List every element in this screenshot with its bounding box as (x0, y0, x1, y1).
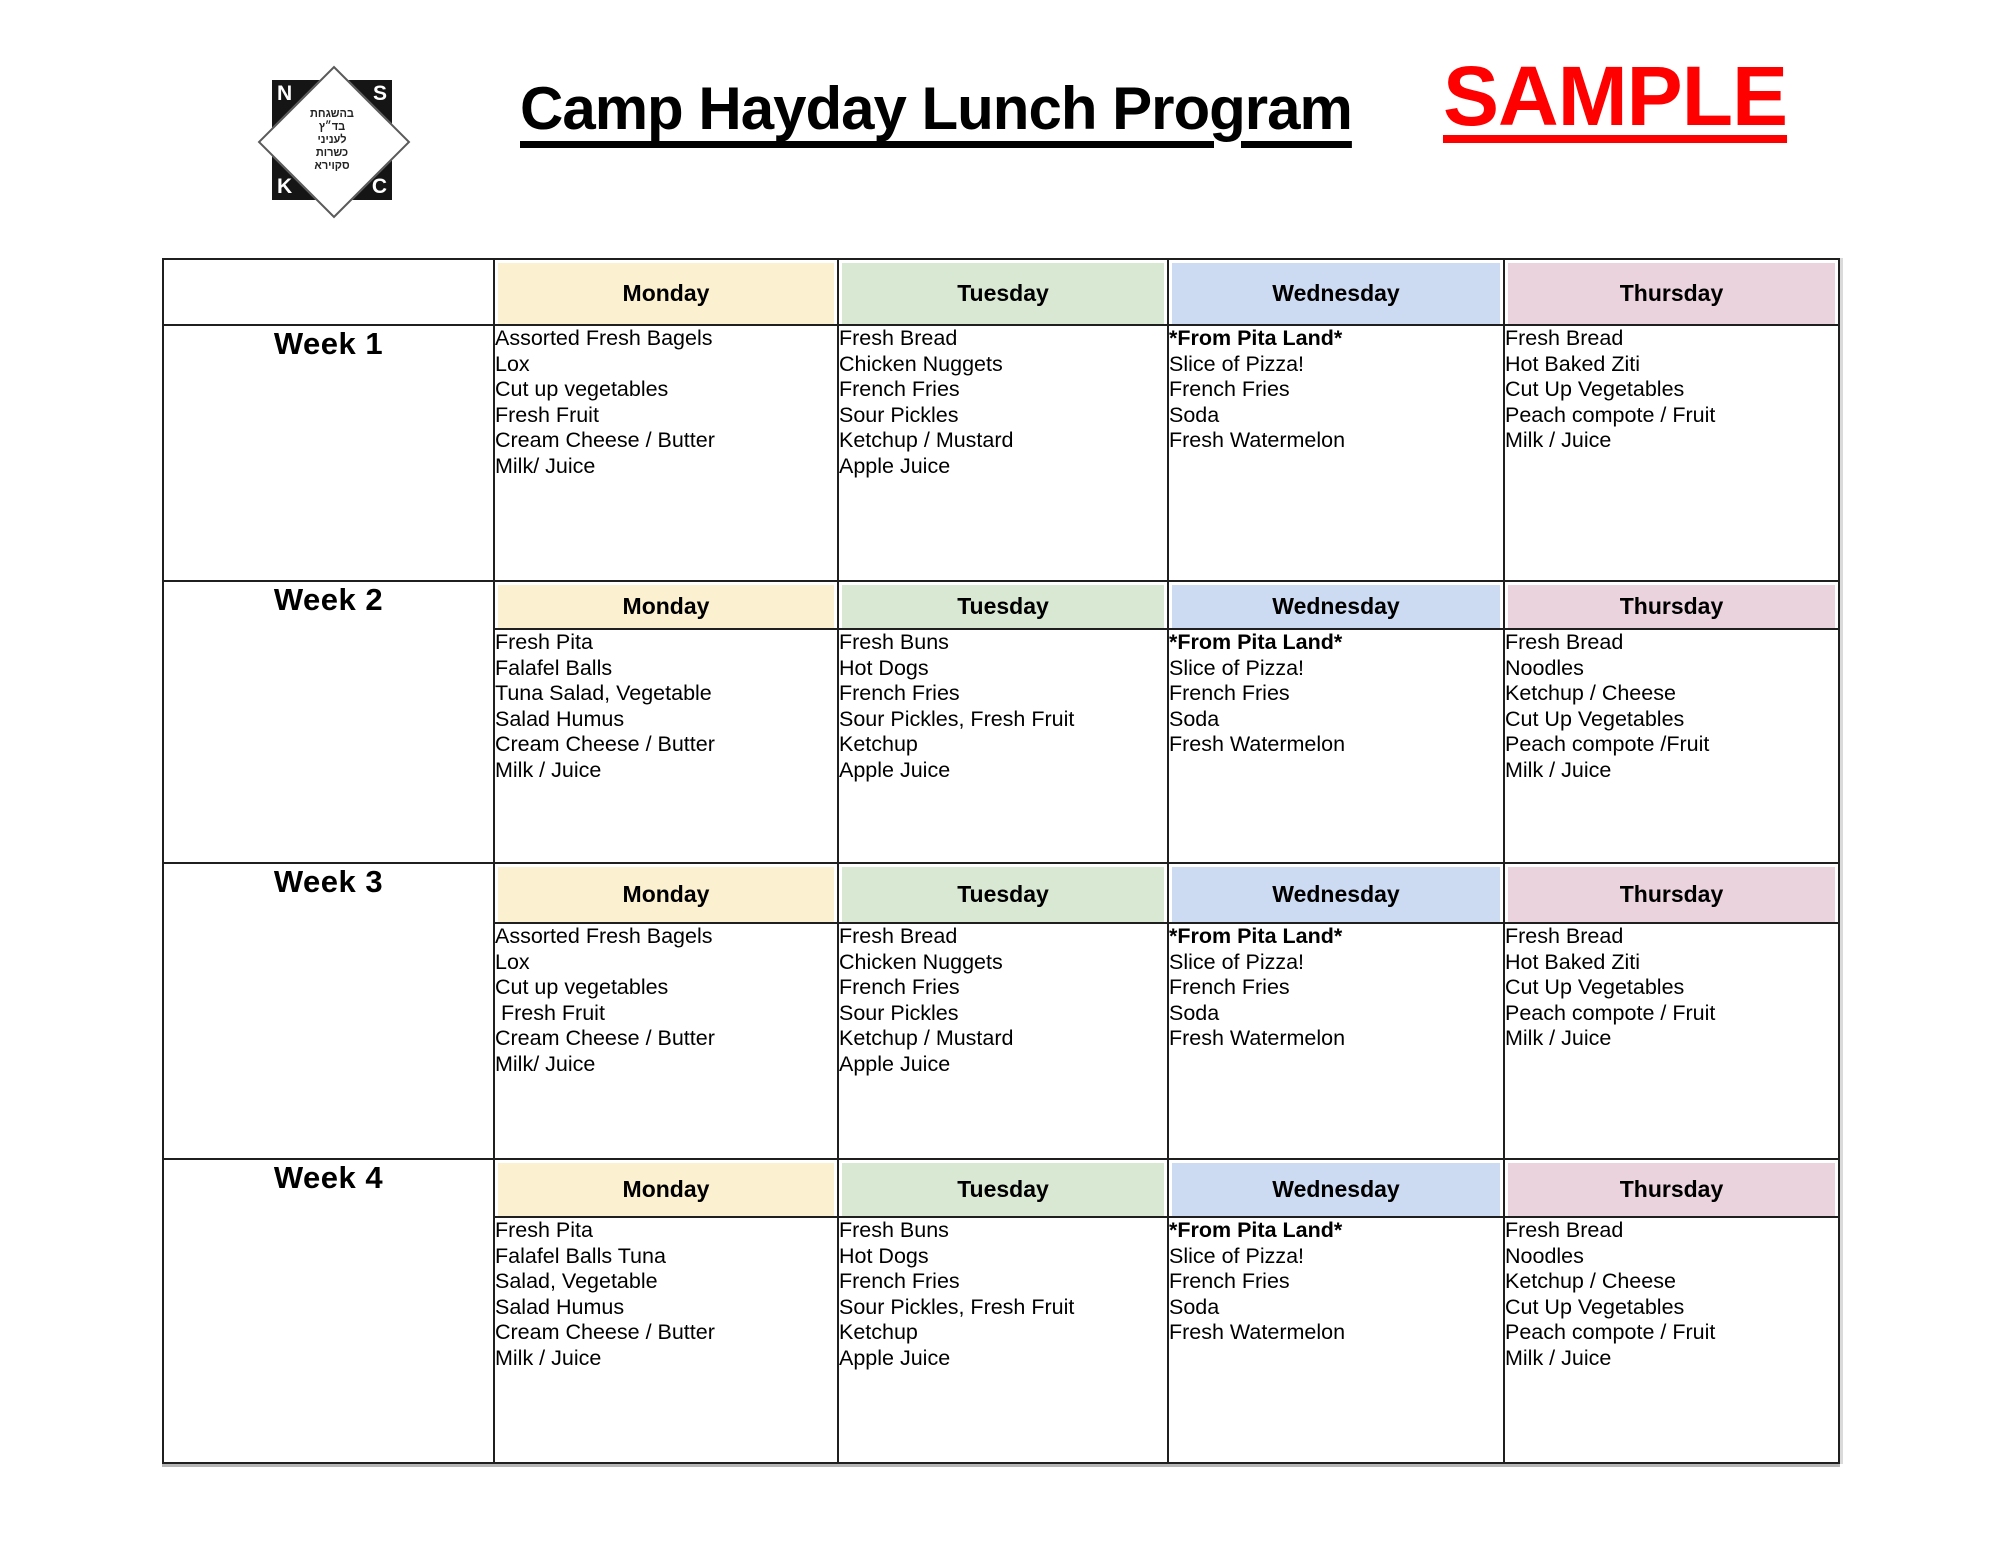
menu-item: Cut up vegetables (495, 377, 669, 402)
menu-item: Cream Cheese / Butter (495, 732, 715, 757)
day-header-label: Wednesday (1272, 881, 1400, 907)
menu-item: Ketchup (839, 1320, 918, 1345)
menu-item: Milk / Juice (1505, 428, 1612, 453)
menu-item: Soda (1169, 402, 1220, 427)
day-header-fill (842, 867, 1164, 922)
day-header-thursday (1504, 259, 1839, 325)
menu-item: Fresh Bread (1505, 924, 1624, 948)
menu-item: Soda (1169, 1294, 1220, 1319)
week-cell (163, 581, 494, 863)
day-header-row (163, 863, 1839, 923)
menu-cell-week2-thursday (1504, 629, 1839, 863)
day-header-label: Tuesday (957, 1176, 1049, 1202)
menu-cell-week3-wednesday (1168, 923, 1504, 1159)
menu-item: Peach compote /Fruit (1505, 732, 1710, 757)
day-header-fill (842, 585, 1164, 628)
day-header-label: Monday (622, 593, 710, 619)
menu-cell-week3-monday (494, 923, 838, 1159)
menu-cell-week3-tuesday (838, 923, 1168, 1159)
day-header-label: Monday (622, 1176, 710, 1202)
week-cell (163, 325, 494, 581)
logo-hebrew-line: כשרות (315, 146, 349, 159)
menu-item: *From Pita Land* (1169, 326, 1343, 350)
menu-item: French Fries (1169, 975, 1290, 1000)
menu-item: Fresh Pita (495, 630, 593, 654)
day-header-label: Thursday (1619, 1176, 1724, 1202)
day-header-thursday (1504, 863, 1839, 923)
menu-item: Sour Pickles (839, 1000, 959, 1025)
week-cell (163, 1159, 494, 1463)
day-header-fill (1172, 867, 1500, 922)
menu-cell-week1-monday (494, 325, 838, 581)
menu-item: Cream Cheese / Butter (495, 1026, 715, 1051)
menu-item: Apple Juice (839, 1345, 951, 1370)
menu-item: Ketchup (839, 732, 918, 757)
day-header-tuesday (838, 259, 1168, 325)
menu-item: Fresh Bread (839, 924, 958, 948)
day-header-fill (1508, 585, 1835, 628)
menu-item: Chicken Nuggets (839, 949, 1003, 974)
day-header-label: Tuesday (957, 593, 1049, 619)
day-header-fill (842, 1163, 1164, 1216)
menu-item: Slice of Pizza! (1169, 351, 1305, 376)
menu-item: Fresh Buns (839, 1218, 949, 1242)
day-header-label: Tuesday (957, 881, 1049, 907)
menu-item: Peach compote / Fruit (1505, 1320, 1716, 1345)
kosher-certification-logo (256, 50, 408, 230)
day-header-monday (494, 581, 838, 629)
menu-item: Fresh Bread (1505, 326, 1624, 350)
menu-item: Sour Pickles (839, 402, 959, 427)
menu-item: Cut Up Vegetables (1505, 377, 1685, 402)
menu-item: Tuna Salad, Vegetable (495, 681, 712, 706)
logo-letter-k: K (277, 175, 293, 198)
menu-cell-week4-tuesday (838, 1217, 1168, 1463)
day-header-row (163, 259, 1839, 325)
menu-item: Falafel Balls (495, 655, 613, 680)
menu-item: Slice of Pizza! (1169, 1243, 1305, 1268)
menu-item: Slice of Pizza! (1169, 655, 1305, 680)
menu-item: Soda (1169, 1000, 1220, 1025)
menu-item: Fresh Bread (1505, 1218, 1624, 1242)
menu-item: Hot Baked Ziti (1505, 351, 1641, 376)
menu-item: French Fries (839, 681, 960, 706)
menu-cell-week4-monday (494, 1217, 838, 1463)
menu-item: Milk/ Juice (495, 453, 596, 478)
menu-cell-week3-thursday (1504, 923, 1839, 1159)
menu-cell-week2-tuesday (838, 629, 1168, 863)
menu-item: Ketchup / Mustard (839, 428, 1014, 453)
menu-item: Apple Juice (839, 453, 951, 478)
menu-item: Cream Cheese / Butter (495, 1320, 715, 1345)
menu-item: Lox (495, 351, 530, 376)
menu-cell-week1-thursday (1504, 325, 1839, 581)
menu-item: Ketchup / Cheese (1505, 681, 1676, 706)
menu-item: Milk / Juice (1505, 1026, 1612, 1051)
menu-item: Fresh Pita (495, 1218, 593, 1242)
menu-item: Fresh Bread (1505, 630, 1624, 654)
day-header-fill (498, 867, 834, 922)
menu-item: Salad Humus (495, 1294, 625, 1319)
menu-item: Noodles (1505, 655, 1584, 680)
menu-item: Ketchup / Cheese (1505, 1269, 1676, 1294)
menu-item: Fresh Watermelon (1169, 732, 1346, 757)
menu-item: Lox (495, 949, 530, 974)
day-header-thursday (1504, 581, 1839, 629)
menu-item: French Fries (1169, 681, 1290, 706)
logo-letter-s: S (372, 82, 387, 105)
day-header-tuesday (838, 581, 1168, 629)
menu-item: Fresh Watermelon (1169, 1320, 1346, 1345)
day-header-monday (494, 1159, 838, 1217)
day-header-tuesday (838, 863, 1168, 923)
day-header-wednesday (1168, 863, 1504, 923)
menu-item: Cut Up Vegetables (1505, 1294, 1685, 1319)
menu-item: Assorted Fresh Bagels (495, 924, 713, 948)
day-header-tuesday (838, 1159, 1168, 1217)
day-header-thursday (1504, 1159, 1839, 1217)
day-header-fill (1508, 867, 1835, 922)
menu-item: Soda (1169, 706, 1220, 731)
day-header-row (163, 581, 1839, 629)
day-header-label: Tuesday (957, 280, 1049, 306)
day-header-row (163, 1159, 1839, 1217)
lunch-program-table (162, 258, 1840, 1464)
menu-cell-week4-wednesday (1168, 1217, 1504, 1463)
day-header-monday (494, 259, 838, 325)
menu-item: French Fries (839, 377, 960, 402)
menu-item: Sour Pickles, Fresh Fruit (839, 1294, 1075, 1319)
day-header-monday (494, 863, 838, 923)
menu-item: Chicken Nuggets (839, 351, 1003, 376)
menu-item: *From Pita Land* (1169, 630, 1343, 654)
menu-item: French Fries (839, 975, 960, 1000)
week-label: Week 4 (273, 1160, 384, 1195)
day-header-fill (1172, 1163, 1500, 1216)
week-cell (163, 863, 494, 1159)
day-header-label: Wednesday (1272, 1176, 1400, 1202)
day-header-fill (1172, 585, 1500, 628)
menu-item: Falafel Balls Tuna (495, 1243, 666, 1268)
menu-item: Peach compote / Fruit (1505, 1000, 1716, 1025)
menu-item: Fresh Watermelon (1169, 428, 1346, 453)
day-header-fill (498, 1163, 834, 1216)
menu-item: French Fries (1169, 1269, 1290, 1294)
day-header-fill (1508, 263, 1835, 324)
menu-item: Slice of Pizza! (1169, 949, 1305, 974)
day-header-fill (842, 263, 1164, 324)
sample-watermark: SAMPLE (1443, 49, 1788, 143)
menu-item: Hot Dogs (839, 655, 929, 680)
menu-item: Noodles (1505, 1243, 1584, 1268)
day-header-fill (498, 585, 834, 628)
logo-hebrew-line: סקוירא (314, 159, 350, 172)
menu-item: Salad Humus (495, 706, 625, 731)
menu-item: Fresh Fruit (495, 402, 599, 427)
menu-item: Apple Juice (839, 1051, 951, 1076)
menu-item: Cut Up Vegetables (1505, 975, 1685, 1000)
menu-item: *From Pita Land* (1169, 924, 1343, 948)
menu-cell-week1-tuesday (838, 325, 1168, 581)
menu-item: Cut up vegetables (495, 975, 669, 1000)
logo-letter-n: N (277, 82, 293, 105)
menu-item: Ketchup / Mustard (839, 1026, 1014, 1051)
week-header-empty-cell (163, 259, 494, 325)
menu-cell-week2-monday (494, 629, 838, 863)
day-header-wednesday (1168, 259, 1504, 325)
day-header-label: Wednesday (1272, 593, 1400, 619)
day-header-label: Thursday (1619, 881, 1724, 907)
menu-item: Peach compote / Fruit (1505, 402, 1716, 427)
logo-hebrew-text (272, 80, 392, 200)
day-header-wednesday (1168, 1159, 1504, 1217)
week-label: Week 3 (273, 864, 384, 899)
menu-item: Cream Cheese / Butter (495, 428, 715, 453)
day-header-label: Wednesday (1272, 280, 1400, 306)
logo-letter-c: C (371, 175, 387, 198)
day-header-label: Thursday (1619, 593, 1724, 619)
menu-item: Fresh Bread (839, 326, 958, 350)
day-header-fill (1172, 263, 1500, 324)
menu-item: Fresh Fruit (495, 1000, 605, 1025)
day-header-fill (1508, 1163, 1835, 1216)
menu-item: Hot Dogs (839, 1243, 929, 1268)
day-header-fill (498, 263, 834, 324)
menu-item: Milk / Juice (1505, 1345, 1612, 1370)
logo-hebrew-line: בד״ץ (318, 120, 346, 133)
menu-item: Milk/ Juice (495, 1051, 596, 1076)
menu-item: French Fries (839, 1269, 960, 1294)
page-title: Camp Hayday Lunch Program (520, 75, 1352, 142)
week-label: Week 2 (273, 582, 384, 617)
menu-item: Milk / Juice (1505, 757, 1612, 782)
menu-item: Milk / Juice (495, 757, 602, 782)
week-label: Week 1 (273, 326, 384, 361)
menu-item: Fresh Watermelon (1169, 1026, 1346, 1051)
menu-cell-week1-wednesday (1168, 325, 1504, 581)
day-header-label: Thursday (1619, 280, 1724, 306)
menu-item: Assorted Fresh Bagels (495, 326, 713, 350)
document-header (0, 0, 2000, 250)
logo-hebrew-line: לעניני (317, 133, 347, 146)
menu-item: Fresh Buns (839, 630, 949, 654)
menu-cell-week2-wednesday (1168, 629, 1504, 863)
menu-item: Hot Baked Ziti (1505, 949, 1641, 974)
menu-item: Salad, Vegetable (495, 1269, 658, 1294)
logo-hebrew-line: בהשגחת (310, 107, 354, 120)
menu-item: *From Pita Land* (1169, 1218, 1343, 1242)
day-header-label: Monday (622, 881, 710, 907)
day-header-label: Monday (622, 280, 710, 306)
menu-item: Milk / Juice (495, 1345, 602, 1370)
menu-item: Apple Juice (839, 757, 951, 782)
menu-row (163, 325, 1839, 581)
day-header-wednesday (1168, 581, 1504, 629)
menu-item: Cut Up Vegetables (1505, 706, 1685, 731)
menu-item: Sour Pickles, Fresh Fruit (839, 706, 1075, 731)
menu-cell-week4-thursday (1504, 1217, 1839, 1463)
menu-item: French Fries (1169, 377, 1290, 402)
